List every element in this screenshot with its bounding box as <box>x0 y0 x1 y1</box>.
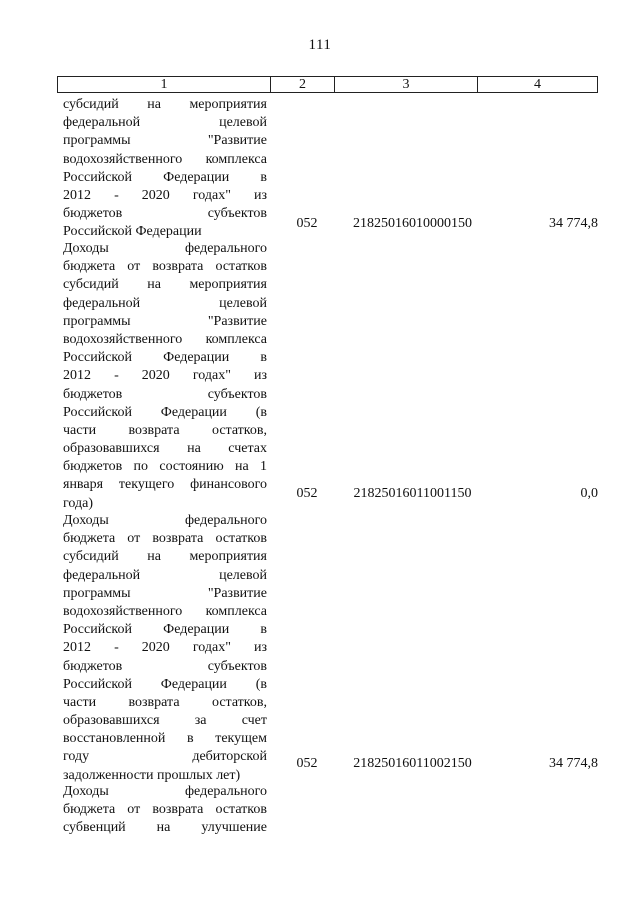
description-line: бюджетов субъектов <box>63 658 267 674</box>
description-line: образовавшихся на счетах <box>63 441 267 457</box>
description-line: Российской Федерации в <box>63 350 267 366</box>
description-line: бюджета от возврата остатков <box>63 802 267 818</box>
description-line: Российской Федерации (в <box>63 676 267 692</box>
header-col-2: 2 <box>271 77 335 92</box>
row-code: 052 <box>296 486 318 501</box>
row-description <box>63 512 267 785</box>
description-line: 2012 - 2020 годах" из <box>63 640 267 656</box>
description-line: года) <box>63 495 93 511</box>
description-line: водохозяйственного комплекса <box>63 331 267 347</box>
description-line: бюджетов субъектов <box>63 206 267 222</box>
header-col-4: 4 <box>534 77 541 92</box>
row-description <box>63 783 267 838</box>
description-line: бюджета от возврата остатков <box>63 531 267 547</box>
row-amount: 0,0 <box>580 486 598 501</box>
row-description <box>63 240 267 513</box>
description-line: программы "Развитие <box>63 133 267 149</box>
description-line: бюджетов по состоянию на 1 <box>63 459 267 475</box>
description-line: части возврата остатков, <box>63 694 267 710</box>
description-line: образовавшихся за счет <box>63 713 267 729</box>
description-line: восстановленной в текущем <box>63 731 267 747</box>
description-line: субсидий на мероприятия <box>63 277 267 293</box>
page-number: 111 <box>308 37 332 53</box>
description-line: субсидий на мероприятия <box>63 549 267 565</box>
description-line: 2012 - 2020 годах" из <box>63 368 267 384</box>
description-line: Российской Федерации <box>63 224 202 240</box>
description-line: Доходы федерального <box>63 513 267 528</box>
description-line: Российской Федерации в <box>63 169 267 185</box>
description-line: федеральной целевой <box>63 295 267 311</box>
row-kbk: 21825016010000150 <box>353 216 472 231</box>
description-line: водохозяйственного комплекса <box>63 603 267 619</box>
description-line: части возврата остатков, <box>63 422 267 438</box>
description-line: федеральной целевой <box>63 115 267 131</box>
row-code: 052 <box>296 216 318 231</box>
header-col-1: 1 <box>58 77 271 92</box>
description-line: программы "Развитие <box>63 313 267 329</box>
description-line: бюджетов субъектов <box>63 386 267 402</box>
description-line: Российской Федерации в <box>63 622 267 638</box>
header-col-3: 3 <box>335 77 478 92</box>
row-description <box>63 96 267 242</box>
description-line: Доходы федерального <box>63 241 267 256</box>
description-line: января текущего финансового <box>63 477 267 493</box>
description-line: субсидий на мероприятия <box>63 97 267 112</box>
row-amount: 34 774,8 <box>549 756 598 771</box>
row-code: 052 <box>296 756 318 771</box>
description-line: Доходы федерального <box>63 784 267 799</box>
row-amount: 34 774,8 <box>549 216 598 231</box>
row-kbk: 21825016011001150 <box>353 486 472 501</box>
description-line: программы "Развитие <box>63 585 267 601</box>
description-line: году дебиторской <box>63 749 267 765</box>
description-line: задолженности прошлых лет) <box>63 767 241 783</box>
description-line: бюджета от возврата остатков <box>63 259 267 275</box>
description-line: федеральной целевой <box>63 567 267 583</box>
row-kbk: 21825016011002150 <box>353 756 472 771</box>
description-line: субвенций на улучшение <box>63 820 267 836</box>
description-line: Российской Федерации (в <box>63 404 267 420</box>
description-line: водохозяйственного комплекса <box>63 151 267 167</box>
description-line: 2012 - 2020 годах" из <box>63 187 267 203</box>
table-header <box>57 76 598 93</box>
